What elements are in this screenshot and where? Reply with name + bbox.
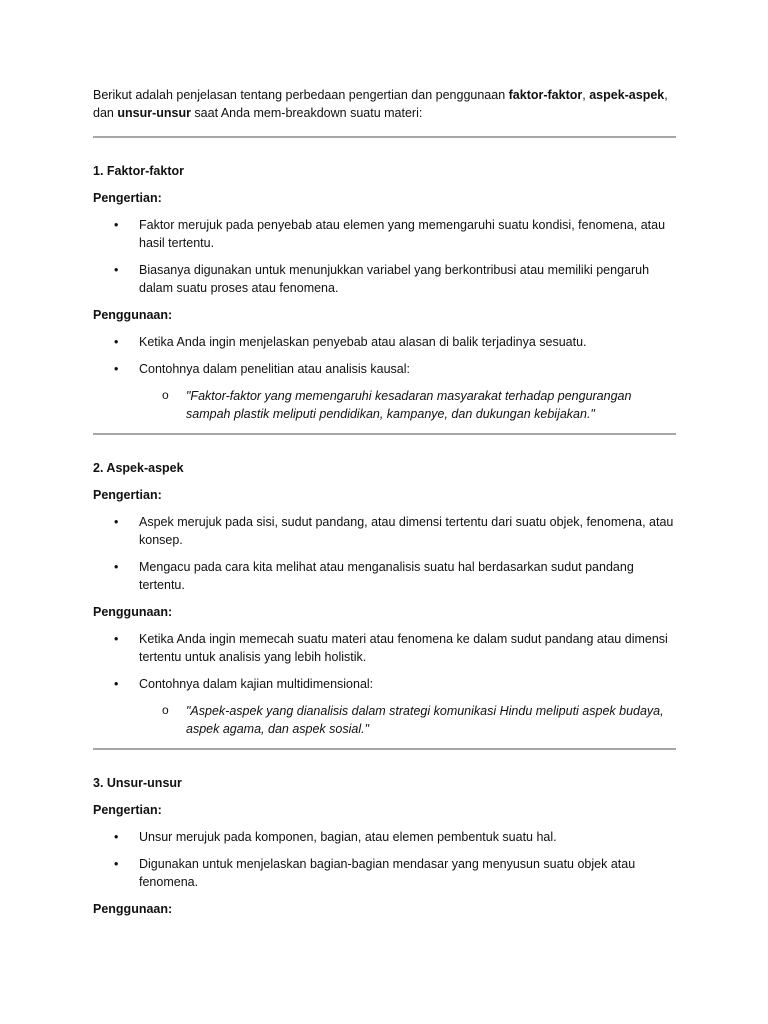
intro-term-aspek: aspek-aspek xyxy=(589,88,665,102)
pengertian-list xyxy=(93,216,676,297)
sub-bullet-icon: o xyxy=(162,703,169,717)
list-item xyxy=(93,333,676,351)
list-item-text: Digunakan untuk menjelaskan bagian-bagian mendasar yang menyusun suatu objek atau fenomena. xyxy=(139,857,636,889)
list-item-text: Faktor merujuk pada penyebab atau elemen yang memengaruhi suatu kondisi, fenomena, atau hasil tertentu. xyxy=(139,218,666,250)
example-item xyxy=(139,702,676,738)
list-item xyxy=(93,558,676,594)
list-item xyxy=(93,513,676,549)
section-title: 1. Faktor-faktor xyxy=(93,164,184,178)
intro-term-unsur: unsur-unsur xyxy=(117,106,191,120)
example-item xyxy=(139,387,676,423)
bullet-icon: • xyxy=(114,857,119,871)
bullet-icon: • xyxy=(114,335,119,349)
pengertian-label: Pengertian: xyxy=(93,191,162,205)
list-item xyxy=(93,630,676,666)
example-list xyxy=(139,387,676,423)
intro-term-faktor: faktor-faktor xyxy=(508,88,583,102)
pengertian-list xyxy=(93,828,676,891)
section-title: 2. Aspek-aspek xyxy=(93,461,184,475)
pengertian-label: Pengertian: xyxy=(93,488,162,502)
horizontal-rule xyxy=(93,433,676,435)
sub-bullet-icon: o xyxy=(162,388,169,402)
list-item xyxy=(93,855,676,891)
list-item-text: Biasanya digunakan untuk menunjukkan variabel yang berkontribusi atau memiliki pengaruh dalam suatu proses atau fenomena. xyxy=(139,263,650,295)
list-item xyxy=(93,828,676,846)
bullet-icon: • xyxy=(114,218,119,232)
bullet-icon: • xyxy=(114,632,119,646)
list-item xyxy=(93,675,676,738)
bullet-icon: • xyxy=(114,263,119,277)
example-quote: "Faktor-faktor yang memengaruhi kesadaran masyarakat terhadap pengurangan sampah plastik meliputi pendidikan, kampanye, dan dukungan kebijakan." xyxy=(186,389,632,421)
bullet-icon: • xyxy=(114,560,119,574)
penggunaan-list xyxy=(93,630,676,738)
pengertian-list xyxy=(93,513,676,594)
bullet-icon: • xyxy=(114,515,119,529)
example-quote: "Aspek-aspek yang dianalisis dalam strategi komunikasi Hindu meliputi aspek budaya, aspek agama, dan aspek sosial." xyxy=(186,704,664,736)
horizontal-rule xyxy=(93,136,676,138)
pengertian-label: Pengertian: xyxy=(93,803,162,817)
list-item-text: Contohnya dalam kajian multidimensional: xyxy=(139,677,374,691)
bullet-icon: • xyxy=(114,830,119,844)
list-item-text: Aspek merujuk pada sisi, sudut pandang, atau dimensi tertentu dari suatu objek, fenomena, atau konsep. xyxy=(139,515,674,547)
penggunaan-label: Penggunaan: xyxy=(93,902,173,916)
document-body xyxy=(93,86,676,927)
list-item xyxy=(93,216,676,252)
list-item xyxy=(93,360,676,423)
intro-text: , xyxy=(582,88,590,102)
intro-text: saat Anda mem-breakdown suatu materi: xyxy=(190,106,423,120)
bullet-icon: • xyxy=(114,677,119,691)
horizontal-rule xyxy=(93,748,676,750)
penggunaan-label: Penggunaan: xyxy=(93,605,173,619)
intro-text: Berikut adalah penjelasan tentang perbedaan pengertian dan penggunaan xyxy=(93,88,509,102)
penggunaan-list xyxy=(93,333,676,423)
list-item-text: Ketika Anda ingin memecah suatu materi atau fenomena ke dalam sudut pandang atau dimensi tertentu untuk analisis yang lebih holistik. xyxy=(139,632,668,664)
example-list xyxy=(139,702,676,738)
list-item-text: Contohnya dalam penelitian atau analisis kausal: xyxy=(139,362,411,376)
list-item xyxy=(93,261,676,297)
list-item-text: Ketika Anda ingin menjelaskan penyebab atau alasan di balik terjadinya sesuatu. xyxy=(139,335,587,349)
section-title: 3. Unsur-unsur xyxy=(93,776,182,790)
intro-text: , dan xyxy=(93,88,668,120)
list-item-text: Mengacu pada cara kita melihat atau menganalisis suatu hal berdasarkan sudut pandang tertentu. xyxy=(139,560,634,592)
intro-paragraph xyxy=(93,86,676,122)
bullet-icon: • xyxy=(114,362,119,376)
list-item-text: Unsur merujuk pada komponen, bagian, atau elemen pembentuk suatu hal. xyxy=(139,830,557,844)
penggunaan-label: Penggunaan: xyxy=(93,308,173,322)
